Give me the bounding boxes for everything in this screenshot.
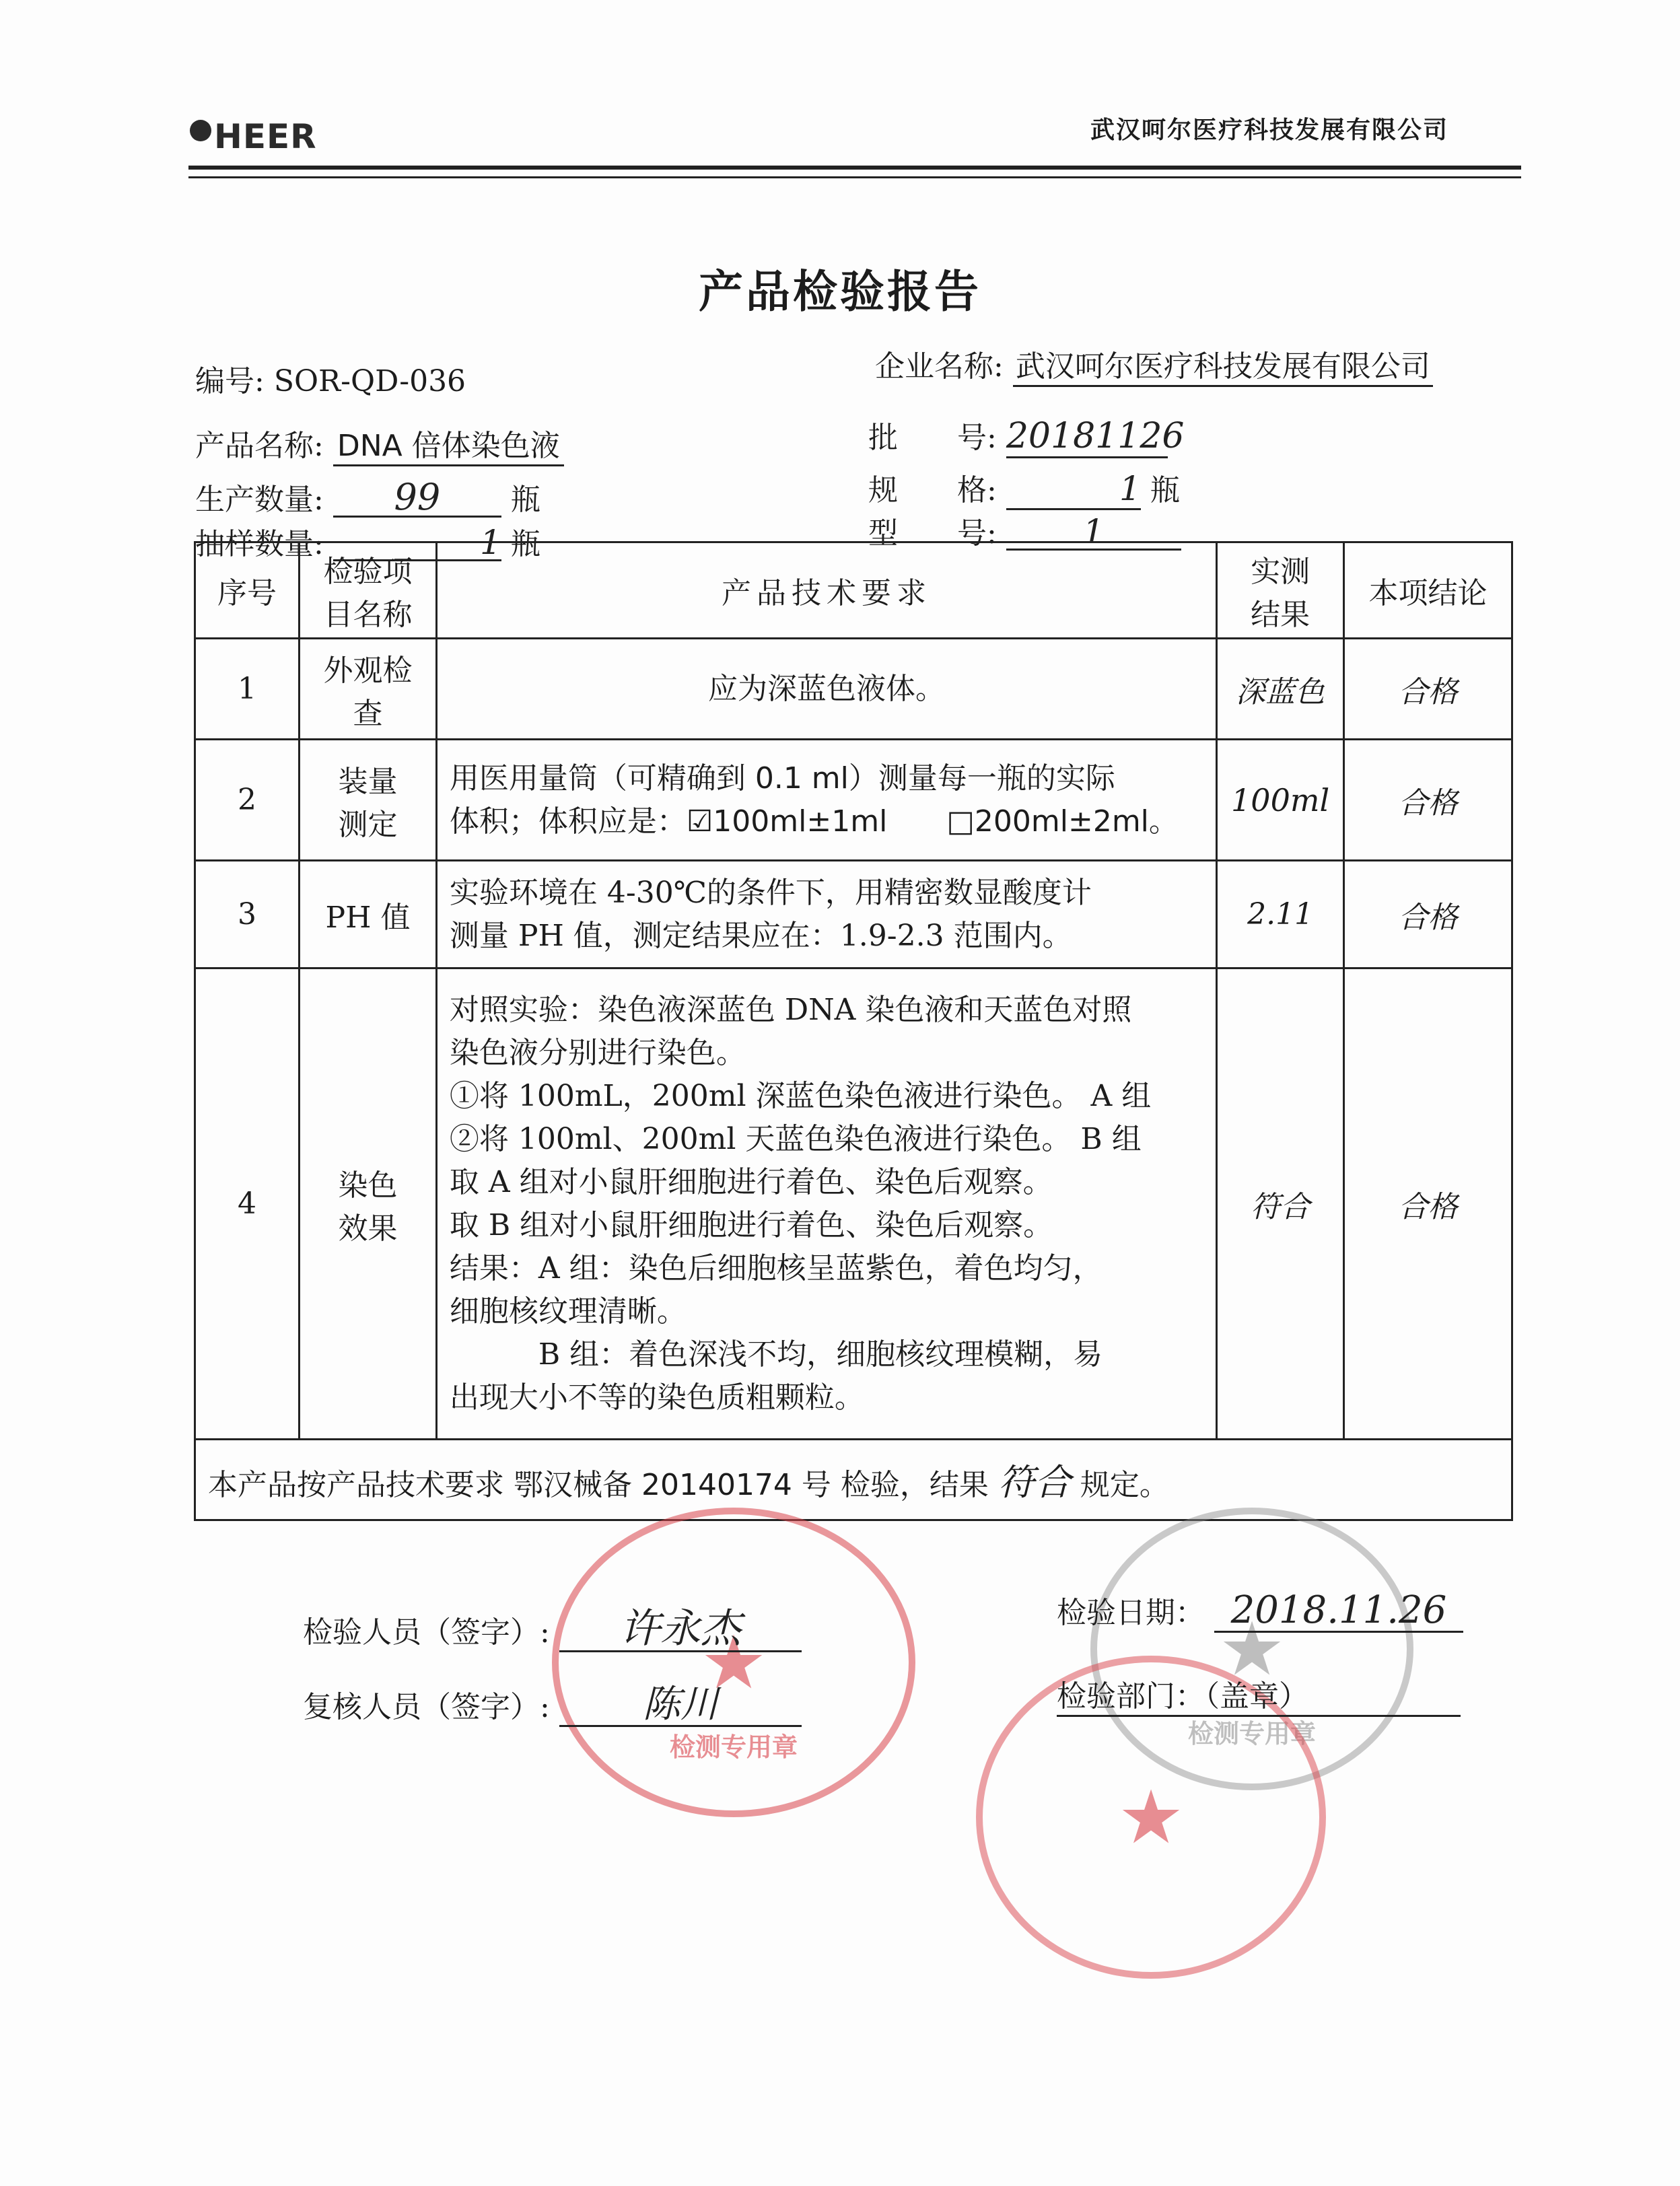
batch-value: 20181126	[1006, 416, 1168, 458]
spec-label: 规 格:	[868, 473, 997, 507]
serial-value: SOR-QD-036	[273, 364, 466, 398]
row-no: 2	[195, 740, 300, 861]
production-qty-field	[195, 475, 540, 518]
sample-qty-unit: 瓶	[510, 527, 540, 561]
date-label: 检验日期：	[1057, 1596, 1205, 1630]
requirement-line: 结果：A 组：染色后细胞核呈蓝紫色，着色均匀，	[449, 1250, 1102, 1285]
document-title: 产品检验报告	[699, 265, 981, 318]
requirement-line: 细胞核纹理清晰。	[449, 1294, 687, 1329]
header-result-line1: 实测	[1251, 555, 1310, 589]
conclusion-statement	[195, 1440, 1512, 1520]
red-inspection-stamp	[552, 1508, 915, 1817]
production-qty-label: 生产数量:	[195, 483, 324, 517]
row-item	[300, 968, 437, 1440]
enterprise-value: 武汉呵尔医疗科技发展有限公司	[1013, 342, 1433, 387]
production-qty-unit: 瓶	[510, 483, 540, 517]
requirement-line: 体积；体积应是：☑100ml±1ml □200ml±2ml。	[449, 804, 1179, 839]
row-requirement	[436, 861, 1216, 968]
requirement-line: 对照实验：染色液深蓝色 DNA 染色液和天蓝色对照	[449, 992, 1132, 1027]
inspector-signature: 许永杰	[559, 1607, 802, 1652]
header-item	[300, 542, 437, 639]
row-conclusion: 合格	[1344, 968, 1512, 1440]
header-no: 序号	[195, 542, 300, 639]
requirement-line: 取 B 组对小鼠肝细胞进行着色、染色后观察。	[449, 1207, 1053, 1242]
conclusion-text-1: 本产品按产品技术要求 鄂汉械备 20140174 号 检验，结果	[208, 1468, 989, 1502]
inspection-dept-field	[1057, 1672, 1461, 1717]
spec-unit: 瓶	[1150, 473, 1180, 507]
row-conclusion: 合格	[1344, 861, 1512, 968]
reviewer-field	[303, 1683, 802, 1727]
row-requirement	[436, 740, 1216, 861]
product-label: 产品名称:	[195, 429, 324, 463]
stamp-star-icon: ★	[1117, 1774, 1185, 1860]
row-requirement	[436, 968, 1216, 1440]
header-item-line2: 目名称	[323, 598, 413, 632]
stamp-text: 检测专用章	[669, 1732, 798, 1762]
requirement-line: 用医用量筒（可精确到 0.1 ml）测量每一瓶的实际	[449, 761, 1115, 796]
row-result: 100ml	[1217, 740, 1344, 861]
stamp-star-icon: ★	[1218, 1606, 1286, 1692]
conclusion-text-2: 规定。	[1080, 1468, 1169, 1502]
requirement-line: B 组：着色深浅不均，细胞核纹理模糊，易	[449, 1337, 1103, 1372]
model-label: 型 号:	[868, 516, 997, 551]
table-row	[195, 740, 1512, 861]
inspection-date-field	[1057, 1588, 1463, 1633]
batch-field	[868, 413, 1185, 458]
header-company-name: 武汉呵尔医疗科技发展有限公司	[1090, 116, 1449, 144]
table-row	[195, 639, 1512, 740]
conclusion-handwritten: 符合	[998, 1461, 1071, 1504]
logo-mark-icon	[190, 120, 211, 141]
header-rule-thin	[188, 176, 1521, 178]
row-item-line: 装量	[338, 764, 398, 799]
company-logo	[190, 113, 378, 167]
header-requirements: 产品技术要求	[436, 542, 1216, 639]
header-item-line1: 检验项	[323, 555, 413, 589]
enterprise-label: 企业名称:	[875, 349, 1004, 384]
requirement-line: 取 A 组对小鼠肝细胞进行着色、染色后观察。	[449, 1164, 1053, 1199]
product-name-field	[195, 421, 564, 466]
row-item	[300, 861, 437, 968]
reviewer-label: 复核人员（签字）:	[303, 1690, 550, 1724]
row-item-line: 外观检	[323, 653, 413, 688]
model-value: 1	[1006, 515, 1181, 551]
row-result: 2.11	[1217, 861, 1344, 968]
row-no: 4	[195, 968, 300, 1440]
production-qty-value: 99	[333, 479, 501, 518]
spec-value: 1	[1006, 469, 1141, 510]
enterprise-field	[875, 342, 1433, 387]
serial-number-field	[195, 357, 466, 400]
row-no: 1	[195, 639, 300, 740]
sample-qty-value: 1	[333, 526, 501, 561]
table-footer-row	[195, 1440, 1512, 1520]
requirement-line: 出现大小不等的染色质粗颗粒。	[449, 1380, 864, 1415]
inspector-label: 检验人员（签字）:	[303, 1615, 550, 1650]
requirement-line: ①将 100mL，200ml 深蓝色染色液进行染色。 A 组	[449, 1078, 1152, 1113]
stamp-star-icon: ★	[700, 1619, 767, 1705]
product-value: DNA 倍体染色液	[333, 421, 564, 466]
requirement-line: ②将 100ml、200ml 天蓝色染色液进行染色。 B 组	[449, 1121, 1142, 1156]
row-item-line: 染色	[338, 1168, 398, 1203]
header-rule	[188, 166, 1521, 170]
inspector-field	[303, 1607, 802, 1652]
row-item	[300, 740, 437, 861]
requirement-line: 测量 PH 值，测定结果应在：1.9-2.3 范围内。	[449, 918, 1072, 953]
header-conclusion: 本项结论	[1344, 542, 1512, 639]
requirement-line: 实验环境在 4-30℃的条件下，用精密数显酸度计	[449, 875, 1092, 910]
spec-field	[868, 466, 1180, 510]
row-no: 3	[195, 861, 300, 968]
row-result: 深蓝色	[1217, 639, 1344, 740]
row-requirement	[436, 639, 1216, 740]
inspection-table	[194, 541, 1513, 1521]
requirement-line: 应为深蓝色液体。	[708, 671, 946, 706]
dept-label: 检验部门：（盖章）	[1057, 1672, 1461, 1717]
row-item-line: 测定	[338, 807, 398, 842]
reviewer-signature: 陈川	[559, 1685, 802, 1727]
date-value: 2018.11.26	[1214, 1590, 1463, 1633]
serial-label: 编号:	[195, 364, 265, 398]
row-item-line: 效果	[338, 1211, 398, 1246]
header-result-line2: 结果	[1251, 598, 1310, 632]
stamp-text: 检测专用章	[1187, 1718, 1316, 1749]
row-conclusion: 合格	[1344, 639, 1512, 740]
table-row	[195, 861, 1512, 968]
row-conclusion: 合格	[1344, 740, 1512, 861]
row-result: 符合	[1217, 968, 1344, 1440]
row-item	[300, 639, 437, 740]
row-item-line: 查	[353, 696, 383, 731]
table-header-row	[195, 542, 1512, 639]
header-result	[1217, 542, 1344, 639]
table-row	[195, 968, 1512, 1440]
sample-qty-label: 抽样数量:	[195, 527, 324, 561]
logo-text: HEER	[214, 117, 317, 156]
batch-label: 批 号:	[868, 421, 997, 455]
requirement-line: 染色液分别进行染色。	[449, 1035, 746, 1070]
row-item-line: PH 值	[325, 900, 411, 935]
